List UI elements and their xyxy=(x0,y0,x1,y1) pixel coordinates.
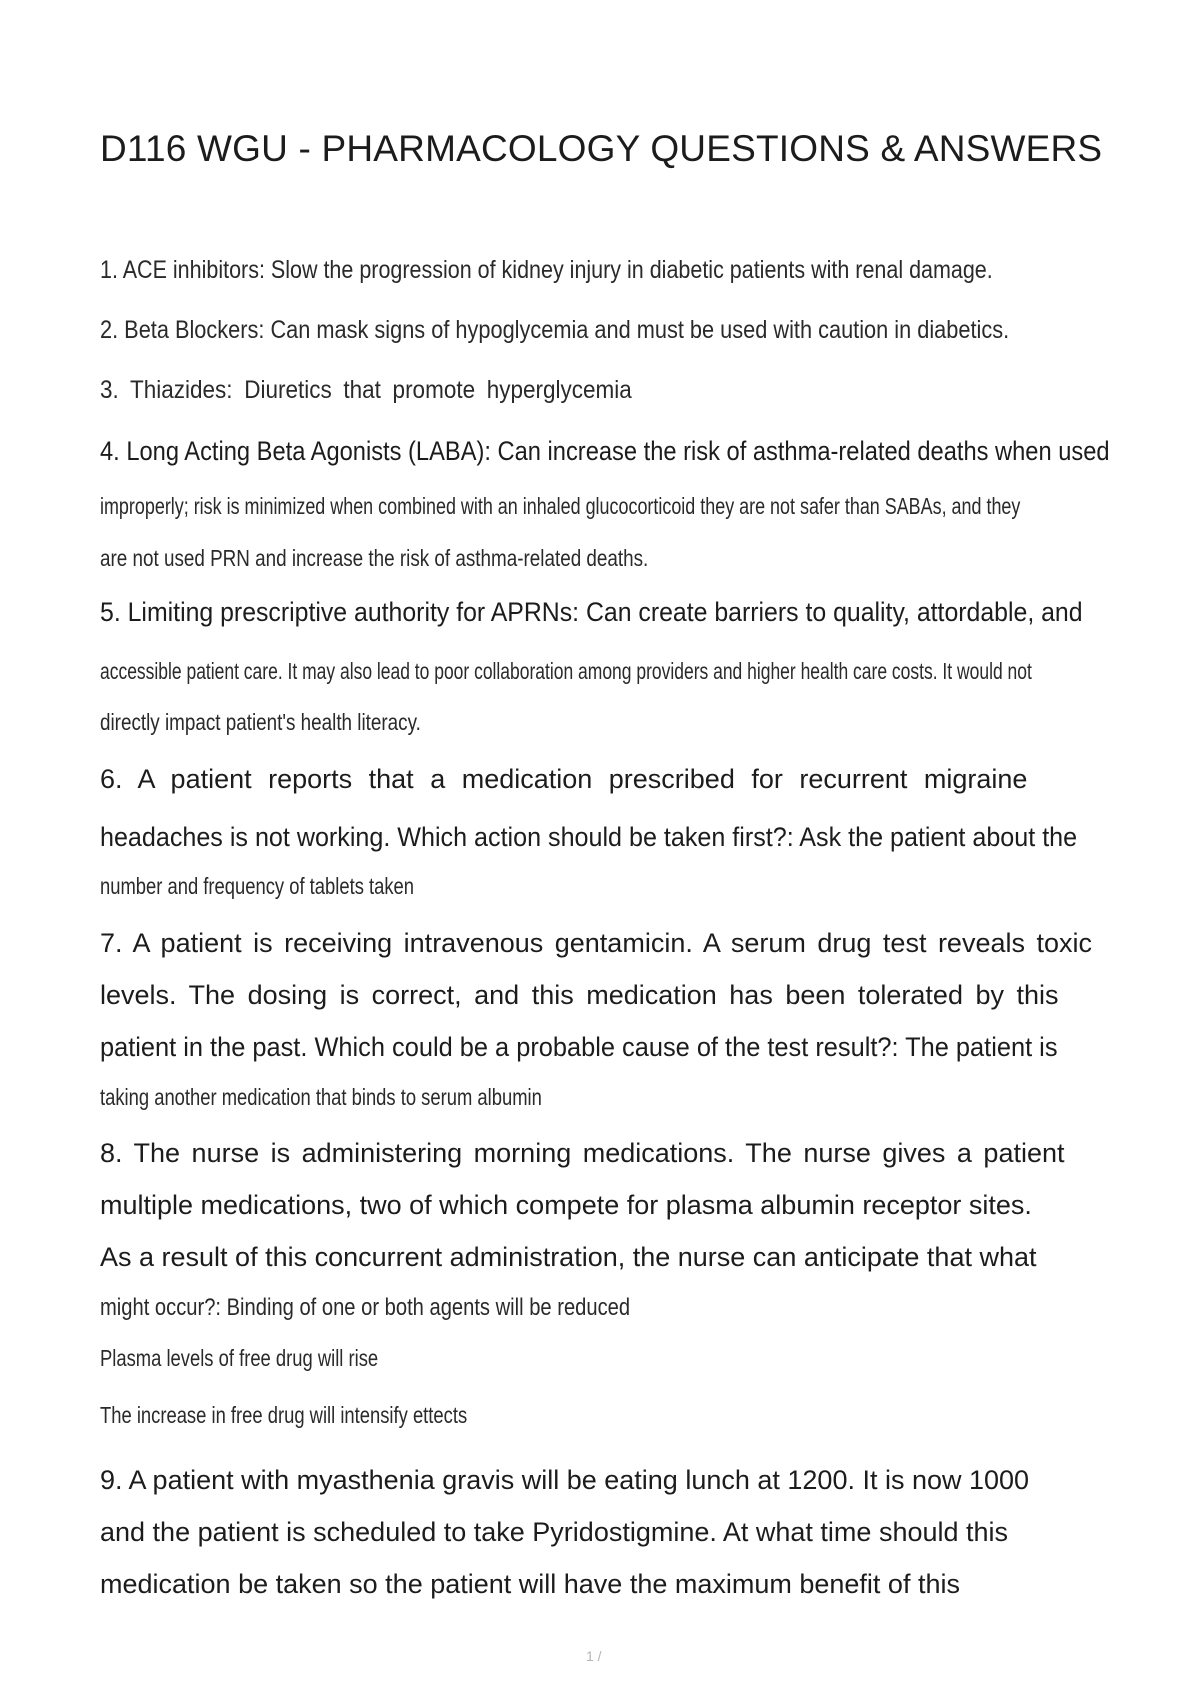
page-number: 1 / xyxy=(586,1648,602,1664)
qa-item-7-line-1: 7. A patient is receiving intravenous gentamicin. A serum drug test reveals toxic xyxy=(100,928,1092,958)
qa-item-9-line-1: 9. A patient with myasthenia gravis will be eating lunch at 1200. It is now 1000 xyxy=(100,1465,1030,1495)
qa-item-7-line-2: levels. The dosing is correct, and this medication has been tolerated by this xyxy=(100,980,1059,1010)
qa-item-4-line-2: improperly; risk is minimized when combined with an inhaled glucocorticoid they are not safer than SABAs, and they xyxy=(100,493,1021,519)
qa-item-8-line-5: Plasma levels of free drug will rise xyxy=(100,1345,379,1371)
qa-item-8-line-1: 8. The nurse is administering morning medications. The nurse gives a patient xyxy=(100,1138,1065,1168)
qa-item-9-line-2: and the patient is scheduled to take Pyridostigmine. At what time should this xyxy=(100,1517,1009,1547)
qa-item-4-line-3: are not used PRN and increase the risk of asthma-related deaths. xyxy=(100,545,649,571)
qa-item-6-line-1: 6. A patient reports that a medication prescribed for recurrent migraine xyxy=(100,764,1028,794)
qa-item-8-line-3: As a result of this concurrent administration, the nurse can anticipate that what xyxy=(100,1242,1037,1272)
qa-item-7-line-4: taking another medication that binds to serum albumin xyxy=(100,1084,542,1110)
qa-item-6-line-3: number and frequency of tablets taken xyxy=(100,873,415,899)
qa-item-8-line-2: multiple medications, two of which compete for plasma albumin receptor sites. xyxy=(100,1190,1032,1220)
qa-item-5-line-3: directly impact patient's health literacy. xyxy=(100,709,421,735)
qa-item-9-line-3: medication be taken so the patient will have the maximum benefit of this xyxy=(100,1569,960,1599)
qa-item-2-line-1: 2. Beta Blockers: Can mask signs of hypoglycemia and must be used with caution in diabetics. xyxy=(100,316,1010,344)
qa-item-8-line-6: The increase in free drug will intensify ettects xyxy=(100,1402,468,1428)
qa-item-1-line-1: 1. ACE inhibitors: Slow the progression of kidney injury in diabetic patients with renal damage. xyxy=(100,256,993,284)
qa-item-4-line-1: 4. Long Acting Beta Agonists (LABA): Can increase the risk of asthma-related deaths when used xyxy=(100,436,1110,466)
qa-item-8-line-4: might occur?: Binding of one or both agents will be reduced xyxy=(100,1294,631,1321)
qa-item-5-line-2: accessible patient care. It may also lead to poor collaboration among providers and higher health care costs. It would not xyxy=(100,658,1032,684)
document-title: D116 WGU - PHARMACOLOGY QUESTIONS & ANSWERS xyxy=(100,128,1103,169)
qa-item-7-line-3: patient in the past. Which could be a probable cause of the test result?: The patient is xyxy=(100,1032,1058,1062)
qa-item-6-line-2: headaches is not working. Which action should be taken first?: Ask the patient about the xyxy=(100,822,1078,852)
qa-item-3-line-1: 3. Thiazides: Diuretics that promote hyperglycemia xyxy=(100,376,632,404)
qa-item-5-line-1: 5. Limiting prescriptive authority for APRNs: Can create barriers to quality, attordable, and xyxy=(100,597,1083,627)
